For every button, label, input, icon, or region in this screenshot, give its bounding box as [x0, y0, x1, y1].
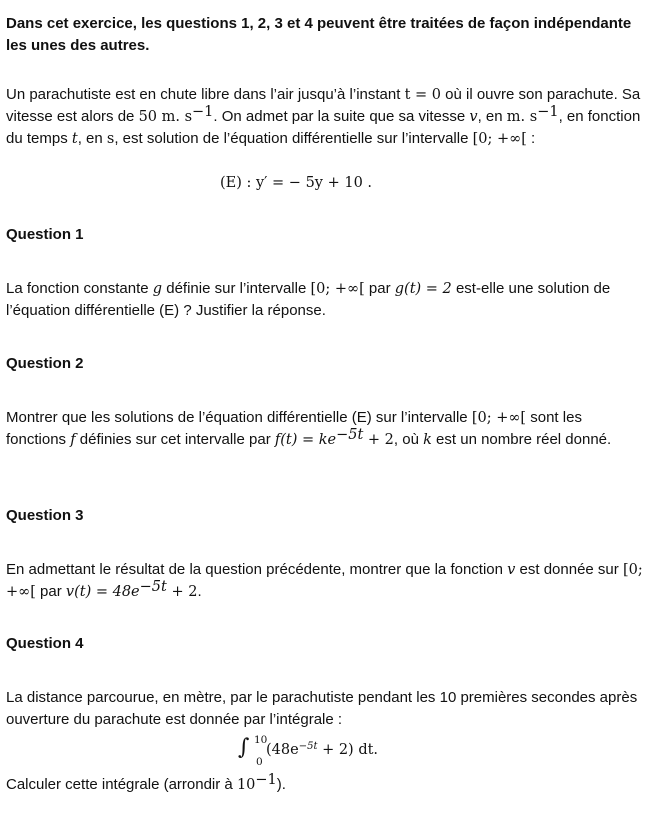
question-4-title: Question 4: [6, 635, 84, 652]
question-3-title: Question 3: [6, 507, 84, 524]
question-4-calculation: Calculer cette intégrale (arrondir à $10^{-1}$).: [6, 772, 286, 793]
question-2-text: Montrer que les solutions de l’équation différentielle (E) sur l’intervalle [0; +∞[ sont les fonctions f définies sur cet intervalle par $f(t) = ke^{-5t} + 2$, où k est un nombre réel donné.: [6, 409, 612, 448]
integrand: $(48e^{-5t} + 2)$ dt.: [266, 741, 379, 758]
question-1-title: Question 1: [6, 226, 84, 243]
question-4-text: La distance parcourue, en mètre, par le parachutiste pendant les 10 premières secondes après ouverture du parachute est donnée par l’intégrale :: [6, 689, 638, 728]
distance-integral: [238, 732, 438, 772]
question-2-title: Question 2: [6, 355, 84, 372]
question-1-text: La fonction constante g définie sur l’intervalle [0; +∞[ par g(t) = 2 est-elle une solution de l’équation différentielle (E) ? Justifier la réponse.: [6, 280, 611, 319]
context-paragraph: Un parachutiste est en chute libre dans l’air jusqu’à l’instant t = 0 où il ouvre son parachute. Sa vitesse est alors de 50 m. $s^{-1}$. On admet par la suite que sa vitesse v, en m. $s^{-1}$, en fonction du temps t, en s, est solution de l’équation différentielle sur l’intervalle [0; +∞[ :: [6, 86, 641, 147]
intro-instructions: Dans cet exercice, les questions 1, 2, 3 et 4 peuvent être traitées de façon indépendante les unes des autres.: [6, 15, 632, 54]
differential-equation: (E) : y′ = − 5y + 10 .: [219, 175, 373, 191]
integral-sign: ∫: [238, 735, 250, 760]
integral-lower-bound: 0: [256, 756, 263, 768]
integral-upper-bound: 10: [254, 734, 268, 746]
question-3-text: En admettant le résultat de la question précédente, montrer que la fonction v est donnée sur [0; +∞[ par $v(t) = 48e^{-5t} + 2$.: [6, 561, 643, 600]
